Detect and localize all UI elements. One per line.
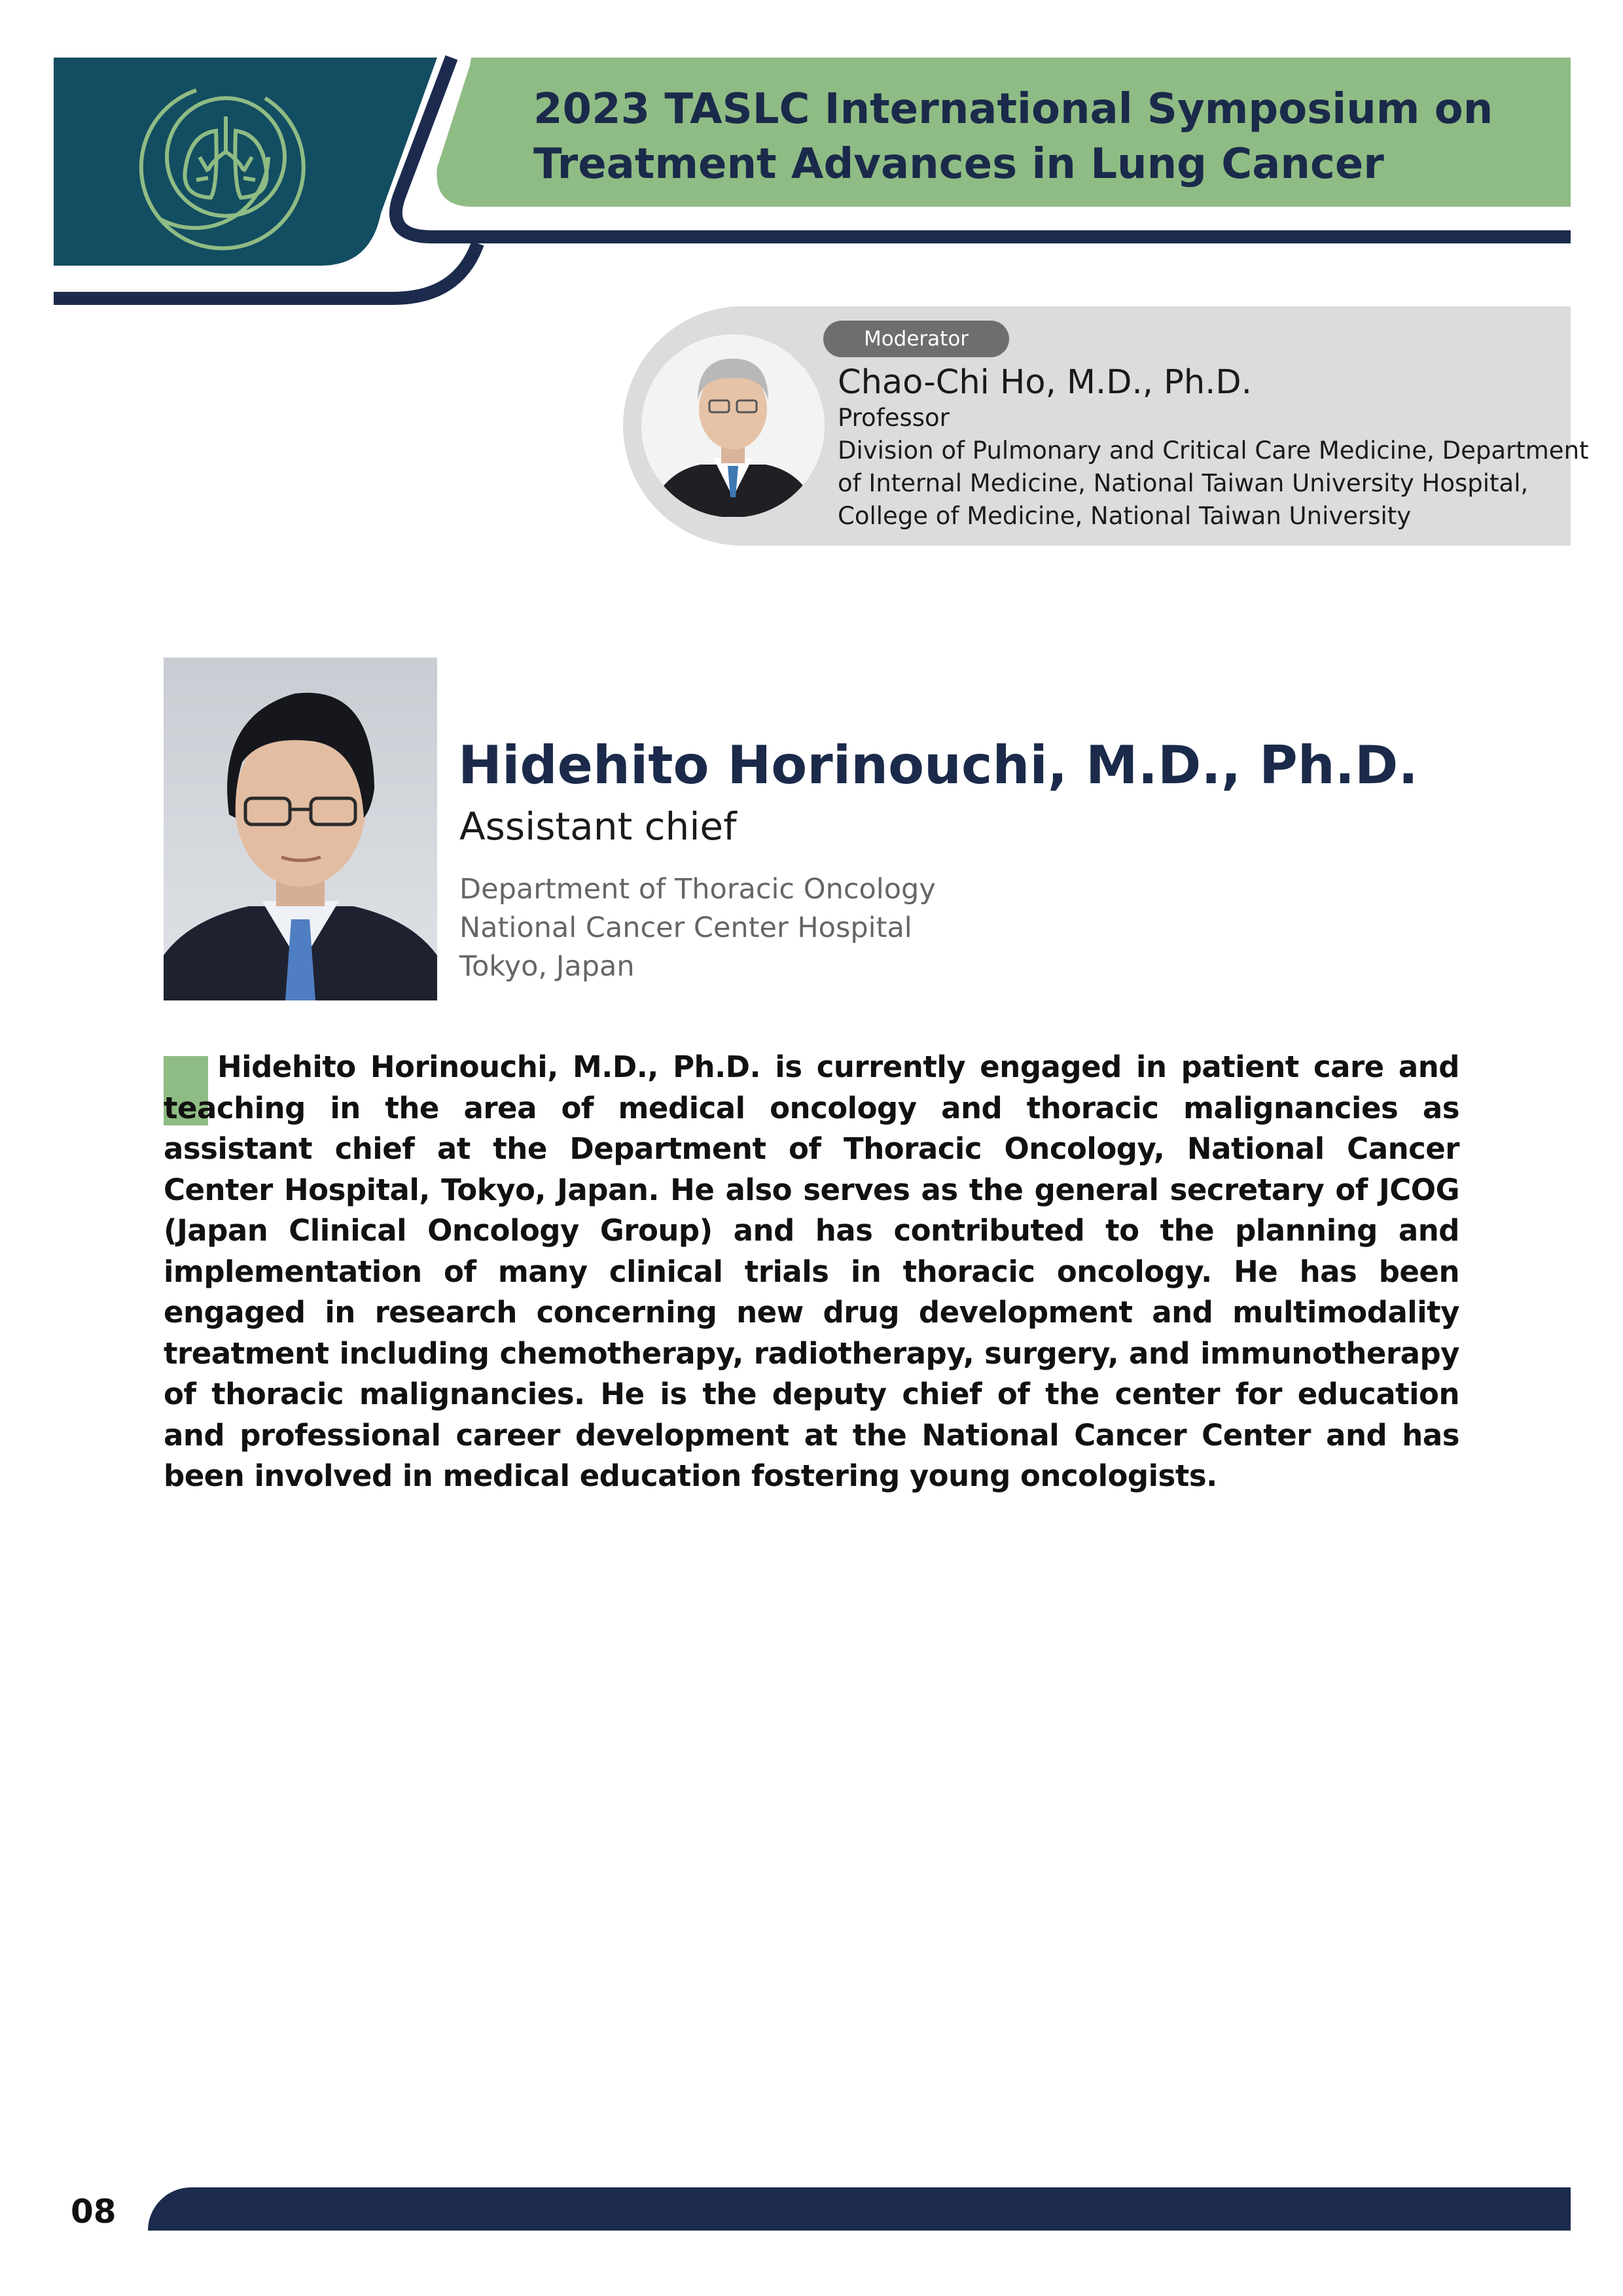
speaker-bio: Hidehito Horinouchi, M.D., Ph.D. is currently engaged in patient care and teaching in the area of medical oncology and thoracic malignancies as assistant chief at the Department of Thoracic Oncology, National Cancer Center Hospital, Tokyo, Japan. He also serves as the general secretary of JCOG (Japan Clinical Oncology Group) and has contributed to the planning and implementation of many clinical trials in thoracic oncology. He has been engaged in research concerning new drug development and multimodality treatment including chemotherapy, radiotherapy, surgery, and immunotherapy of thoracic malignancies. He is the deputy chief of the center for education and professional career development at the National Cancer Center and has been involved in medical education fostering young oncologists. — [164, 1050, 1459, 1493]
speaker-photo — [164, 658, 437, 1000]
moderator-affiliation-line: Division of Pulmonary and Critical Care Medicine, Department — [838, 436, 1589, 465]
moderator-affiliation-line: College of Medicine, National Taiwan University — [838, 502, 1412, 530]
speaker-affiliation — [459, 870, 936, 986]
speaker-name: Hidehito Horinouchi, M.D., Ph.D. — [458, 735, 1418, 796]
moderator-name: Chao-Chi Ho, M.D., Ph.D. — [838, 363, 1252, 402]
footer-bar — [148, 2187, 1571, 2231]
speaker-title: Assistant chief — [459, 804, 737, 849]
moderator-badge: Moderator — [823, 321, 1009, 357]
speaker-affiliation-line: Tokyo, Japan — [459, 950, 635, 983]
moderator-photo — [641, 334, 825, 518]
moderator-role: Professor — [838, 404, 950, 432]
title-line-2: Treatment Advances in Lung Cancer — [533, 140, 1384, 188]
title-line-1: 2023 TASLC International Symposium on — [533, 85, 1493, 133]
page-number: 08 — [71, 2193, 116, 2231]
speaker-affiliation-line: National Cancer Center Hospital — [459, 911, 912, 944]
moderator-affiliation-line: of Internal Medicine, National Taiwan University Hospital, — [838, 469, 1529, 497]
speaker-affiliation-line: Department of Thoracic Oncology — [459, 873, 936, 906]
moderator-affiliation — [838, 434, 1589, 533]
